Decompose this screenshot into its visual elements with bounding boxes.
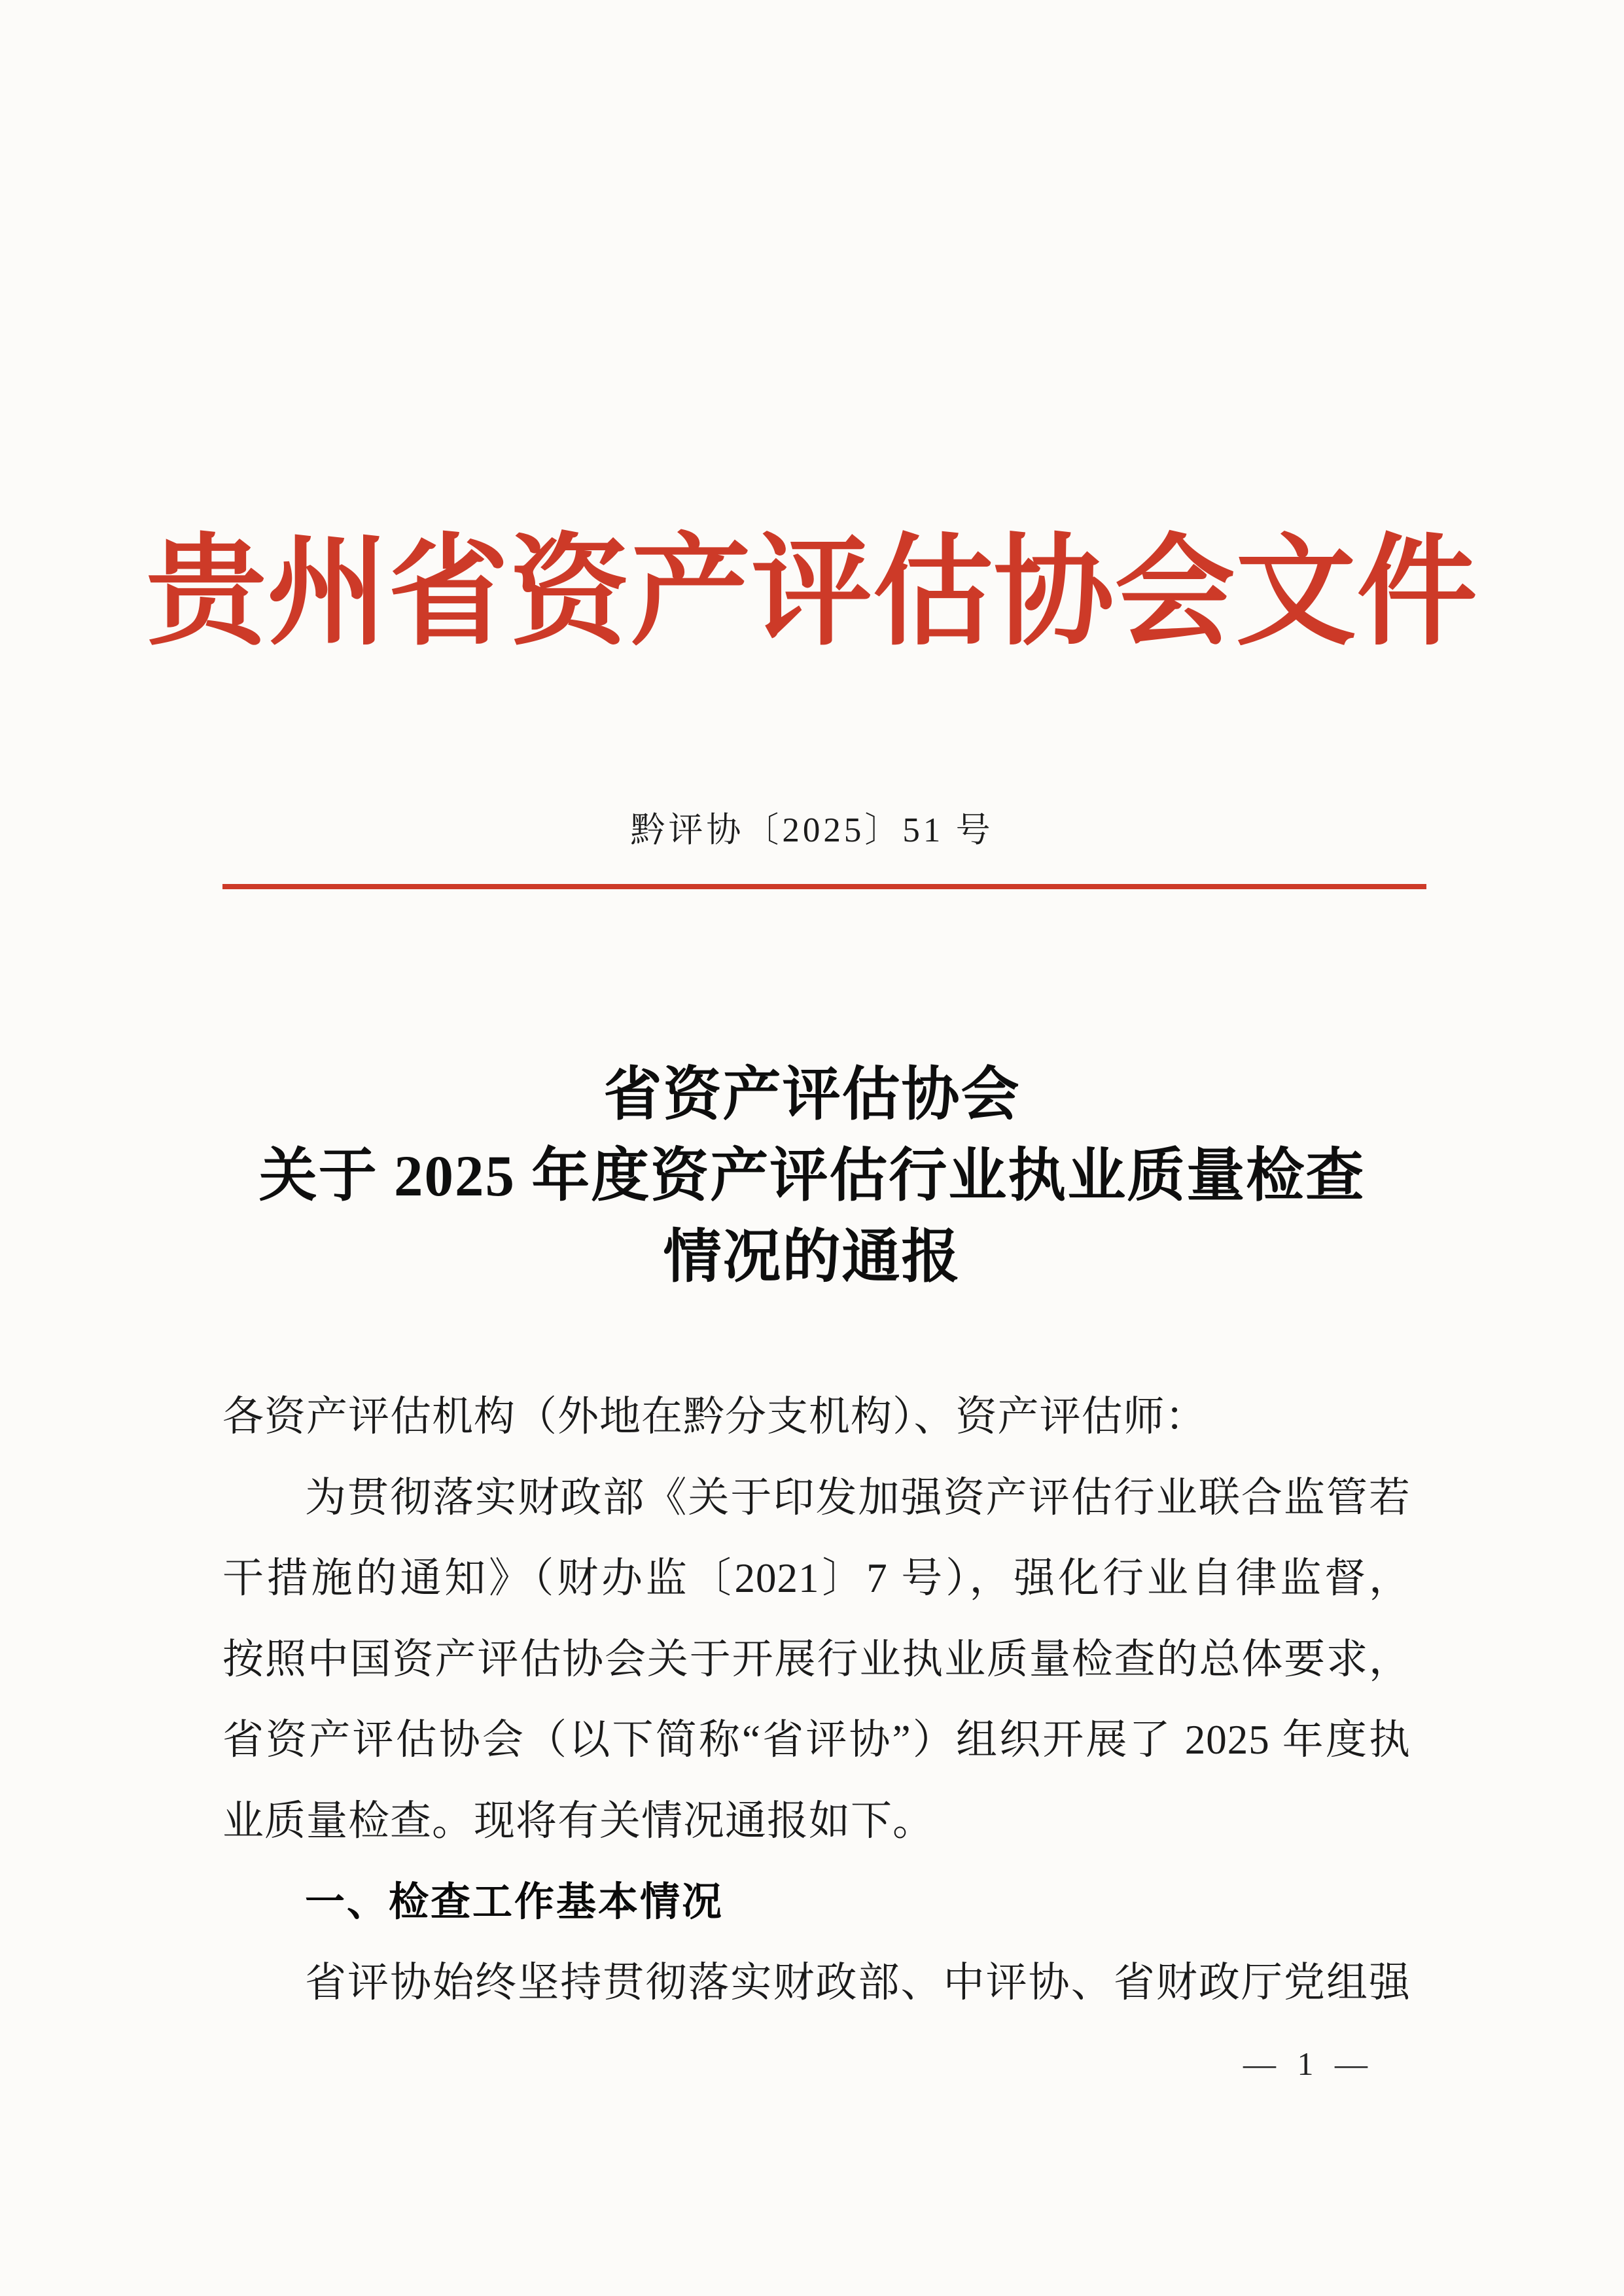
- document-body: [222, 1377, 1411, 2023]
- red-divider-line: [222, 884, 1426, 889]
- body-line: 省评协始终坚持贯彻落实财政部、中评协、省财政厅党组强: [305, 1959, 1411, 2005]
- page-number: — 1 —: [1243, 2045, 1374, 2082]
- section-heading: 一、检查工作基本情况: [305, 1879, 724, 1924]
- body-line: 为贯彻落实财政部《关于印发加强资产评估行业联合监管若: [305, 1474, 1411, 1521]
- notice-title: [111, 1055, 1513, 1298]
- masthead-title: 贵州省资产评估协会文件: [146, 526, 1478, 660]
- body-line: 省资产评估协会（以下简称“省评协”）组织开展了 2025 年度执: [222, 1717, 1411, 1763]
- body-line: 业质量检查。现将有关情况通报如下。: [222, 1797, 934, 1844]
- salutation-line: 各资产评估机构（外地在黔分支机构）、资产评估师：: [222, 1394, 1207, 1439]
- document-number: 黔评协〔2025〕51 号: [630, 811, 994, 849]
- body-line: 按照中国资产评估协会关于开展行业执业质量检查的总体要求，: [222, 1636, 1411, 1682]
- notice-title-line-2: 关于 2025 年度资产评估行业执业质量检查: [258, 1144, 1366, 1209]
- body-line: 干措施的通知》（财办监〔2021〕7 号），强化行业自律监督，: [222, 1555, 1411, 1601]
- notice-title-line-3: 情况的通报: [663, 1226, 961, 1290]
- notice-title-line-1: 省资产评估协会: [603, 1063, 1021, 1127]
